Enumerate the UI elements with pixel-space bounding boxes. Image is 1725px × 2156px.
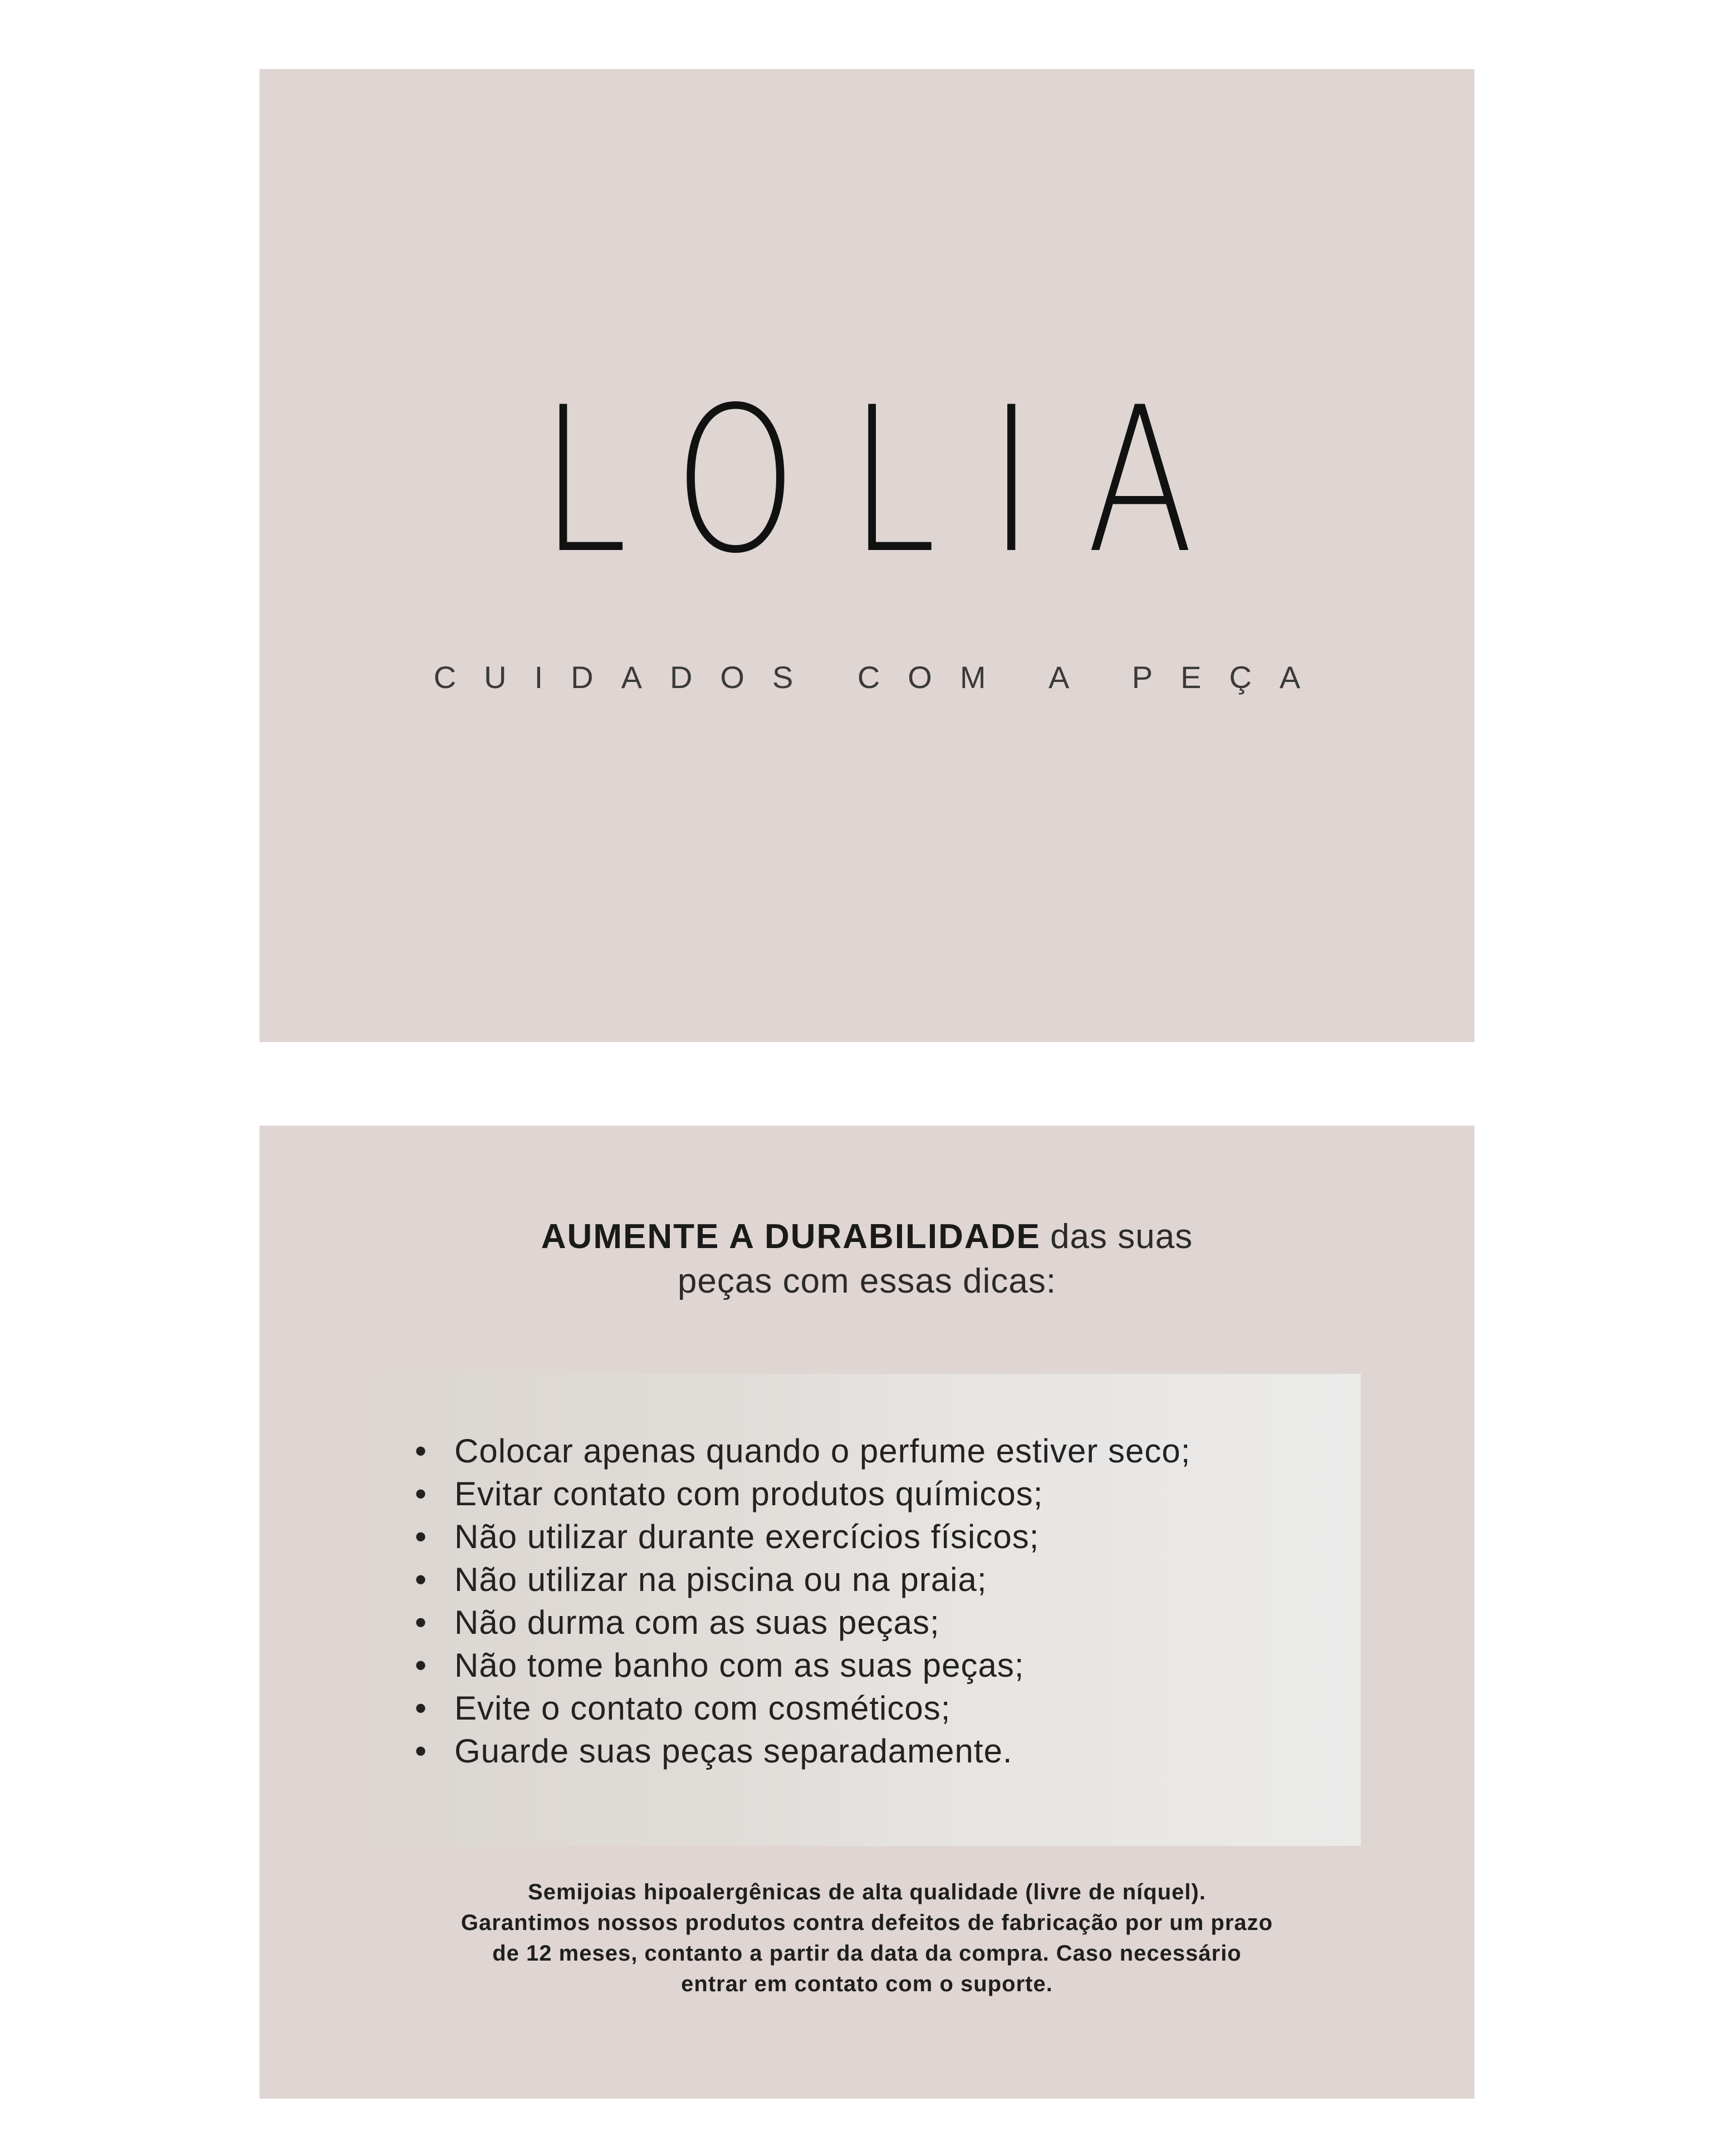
tip-item xyxy=(404,1515,1339,1558)
tip-item xyxy=(404,1472,1339,1515)
tip-text: Evite o contato com cosméticos; xyxy=(454,1690,951,1727)
tip-text: Não utilizar durante exercícios físicos; xyxy=(454,1518,1040,1555)
tip-text: Não durma com as suas peças; xyxy=(454,1604,940,1641)
bullet-icon: • xyxy=(414,1647,427,1684)
tip-text: Não tome banho com as suas peças; xyxy=(454,1647,1025,1684)
bullet-icon: • xyxy=(414,1732,427,1770)
warranty-line: de 12 meses, contanto a partir da data da compra. Caso necessário xyxy=(492,1941,1242,1966)
bullet-icon: • xyxy=(414,1518,427,1555)
tip-text: Evitar contato com produtos químicos; xyxy=(454,1475,1043,1512)
care-headline xyxy=(259,1215,1474,1304)
tip-item xyxy=(404,1601,1339,1644)
bullet-icon: • xyxy=(414,1432,427,1470)
headline-emphasis: AUMENTE A DURABILIDADE xyxy=(541,1217,1041,1256)
tip-text: Colocar apenas quando o perfume estiver seco; xyxy=(454,1432,1191,1470)
warranty-line: Garantimos nossos produtos contra defeitos de fabricação por um prazo xyxy=(460,1911,1273,1935)
tip-text: Não utilizar na piscina ou na praia; xyxy=(454,1561,987,1598)
bullet-icon: • xyxy=(414,1561,427,1598)
tip-item xyxy=(404,1730,1339,1772)
tip-item xyxy=(404,1430,1339,1472)
headline-line-1 xyxy=(259,1215,1474,1259)
warranty-line: entrar em contato com o suporte. xyxy=(681,1972,1053,1996)
bullet-icon: • xyxy=(414,1690,427,1727)
tip-text: Guarde suas peças separadamente. xyxy=(454,1732,1013,1770)
back-card xyxy=(259,1126,1474,2099)
headline-line-2: peças com essas dicas: xyxy=(677,1262,1057,1300)
warranty-line: Semijoias hipoalergênicas de alta qualidade (livre de níquel). xyxy=(528,1880,1206,1904)
tip-item xyxy=(404,1687,1339,1730)
warranty-note xyxy=(371,1877,1363,2000)
brand-logo: LOLIA xyxy=(540,364,1246,597)
card-subtitle: CUIDADOS COM A PEÇA xyxy=(433,660,1329,695)
tip-item xyxy=(404,1558,1339,1601)
headline-rest: das suas xyxy=(1050,1217,1193,1256)
tip-item xyxy=(404,1644,1339,1687)
front-card xyxy=(259,69,1474,1042)
tips-panel xyxy=(378,1374,1361,1846)
bullet-icon: • xyxy=(414,1604,427,1641)
bullet-icon: • xyxy=(414,1475,427,1512)
tips-list xyxy=(404,1430,1339,1772)
